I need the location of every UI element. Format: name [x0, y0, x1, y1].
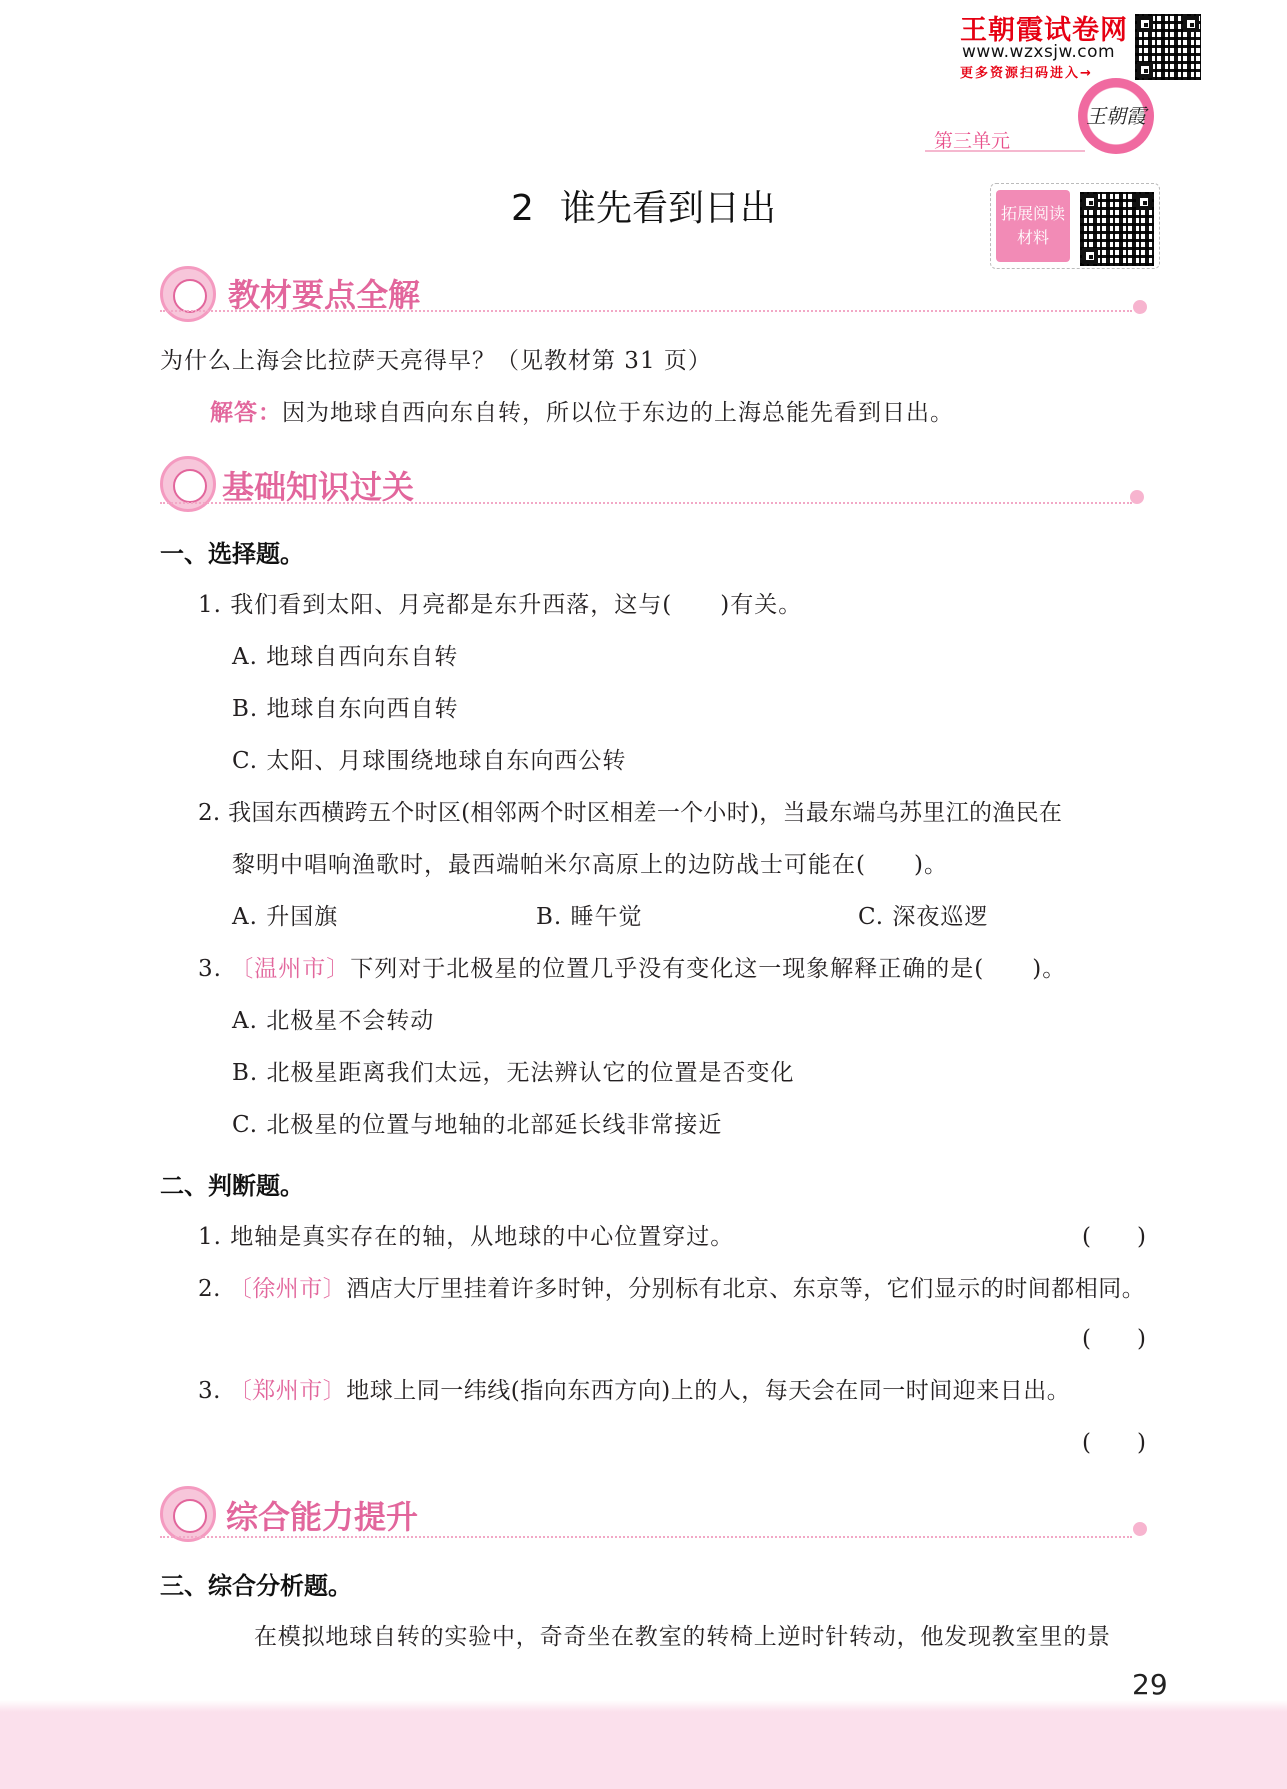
section2-divider [160, 502, 1132, 504]
section3-divider [160, 1536, 1132, 1538]
section1-divider [160, 310, 1132, 312]
section1-mascot-icon [160, 266, 216, 322]
q3-text: 下列对于北极星的位置几乎没有变化这一现象解释正确的是( )。 [350, 956, 1067, 982]
q3-option-c[interactable]: C. 北极星的位置与地轴的北部延长线非常接近 [232, 1112, 723, 1138]
j3-number: 3. [198, 1378, 221, 1404]
answer-text: 因为地球自西向东自转，所以位于东边的上海总能先看到日出。 [282, 400, 954, 426]
section2-dots-icon [1130, 490, 1144, 504]
footer-band-fade [0, 1700, 1287, 1712]
footer-band [0, 1712, 1287, 1789]
j2-number: 2. [198, 1276, 221, 1302]
j2-source-tag: 〔徐州市〕 [228, 1276, 347, 1302]
q2-option-c[interactable]: C. 深夜巡逻 [858, 904, 989, 930]
q3-stem [198, 950, 1066, 983]
brand-url[interactable]: www.wzxsjw.com [962, 42, 1116, 62]
extend-reading-qr-code-icon[interactable] [1078, 190, 1156, 268]
answer-label: 解答： [210, 400, 282, 426]
j1-answer-blank[interactable]: ( ) [1082, 1224, 1146, 1250]
q2-option-b[interactable]: B. 睡午觉 [536, 904, 643, 930]
brand-seal-logo [1078, 78, 1154, 154]
section1-dots-icon [1133, 300, 1147, 314]
section1-title: 教材要点全解 [228, 276, 421, 314]
q2-stem-line1: 2. 我国东西横跨五个时区(相邻两个时区相差一个小时)，当最东端乌苏里江的渔民在 [198, 800, 1063, 826]
unit-underline [925, 150, 1085, 152]
extend-reading-line1: 拓展阅读 [1000, 204, 1065, 223]
j3-source-tag: 〔郑州市〕 [228, 1378, 347, 1404]
j3-statement: 地球上同一纬线(指向东西方向)上的人，每天会在同一时间迎来日出。 [346, 1378, 1071, 1404]
part3-heading: 三、综合分析题。 [160, 1572, 352, 1600]
q3-option-a[interactable]: A. 北极星不会转动 [232, 1008, 435, 1034]
section1-answer [210, 394, 954, 427]
lesson-number: 2 [511, 188, 534, 229]
q1-option-b[interactable]: B. 地球自东向西自转 [232, 696, 459, 722]
unit-label: 第三单元 [934, 130, 1011, 152]
q1-option-a[interactable]: A. 地球自西向东自转 [232, 644, 459, 670]
j2-statement: 酒店大厅里挂着许多时钟，分别标有北京、东京等，它们显示的时间都相同。 [346, 1276, 1146, 1302]
j2-text [198, 1270, 1145, 1303]
section3-title: 综合能力提升 [226, 1498, 419, 1536]
q2-option-a[interactable]: A. 升国旗 [232, 904, 339, 930]
q3-option-b[interactable]: B. 北极星距离我们太远，无法辨认它的位置是否变化 [232, 1060, 795, 1086]
section3-dots-icon [1133, 1522, 1147, 1536]
extend-reading-badge [996, 190, 1070, 262]
lesson-title-text: 谁先看到日出 [559, 188, 776, 229]
brand-qr-code-icon[interactable] [1133, 12, 1203, 82]
brand-hint: 更多资源扫码进入→ [960, 66, 1093, 81]
q1-stem: 1. 我们看到太阳、月亮都是东升西落，这与( )有关。 [198, 592, 803, 618]
q3-number: 3. [198, 956, 222, 982]
j1-text: 1. 地轴是真实存在的轴，从地球的中心位置穿过。 [198, 1224, 735, 1250]
extend-reading-line2: 材料 [1016, 228, 1049, 247]
page-number: 29 [1132, 1668, 1168, 1701]
part3-text: 在模拟地球自转的实验中，奇奇坐在教室的转椅上逆时针转动，他发现教室里的景 [254, 1624, 1111, 1650]
q1-option-c[interactable]: C. 太阳、月球围绕地球自东向西公转 [232, 748, 627, 774]
brand-name: 王朝霞试卷网 [960, 15, 1128, 46]
j2-answer-blank[interactable]: ( ) [1082, 1326, 1146, 1352]
j3-answer-blank[interactable]: ( ) [1082, 1430, 1146, 1456]
part1-heading: 一、选择题。 [160, 540, 304, 568]
q2-stem-line2: 黎明中唱响渔歌时，最西端帕米尔高原上的边防战士可能在( )。 [232, 852, 948, 878]
section2-title: 基础知识过关 [222, 468, 415, 506]
section1-question: 为什么上海会比拉萨天亮得早？（见教材第 31 页） [160, 348, 712, 374]
section3-mascot-icon [160, 1486, 216, 1542]
seal-text: 王朝霞 [1086, 104, 1146, 128]
j3-text [198, 1372, 1070, 1405]
q3-source-tag: 〔温州市〕 [230, 956, 351, 982]
part2-heading: 二、判断题。 [160, 1172, 304, 1200]
